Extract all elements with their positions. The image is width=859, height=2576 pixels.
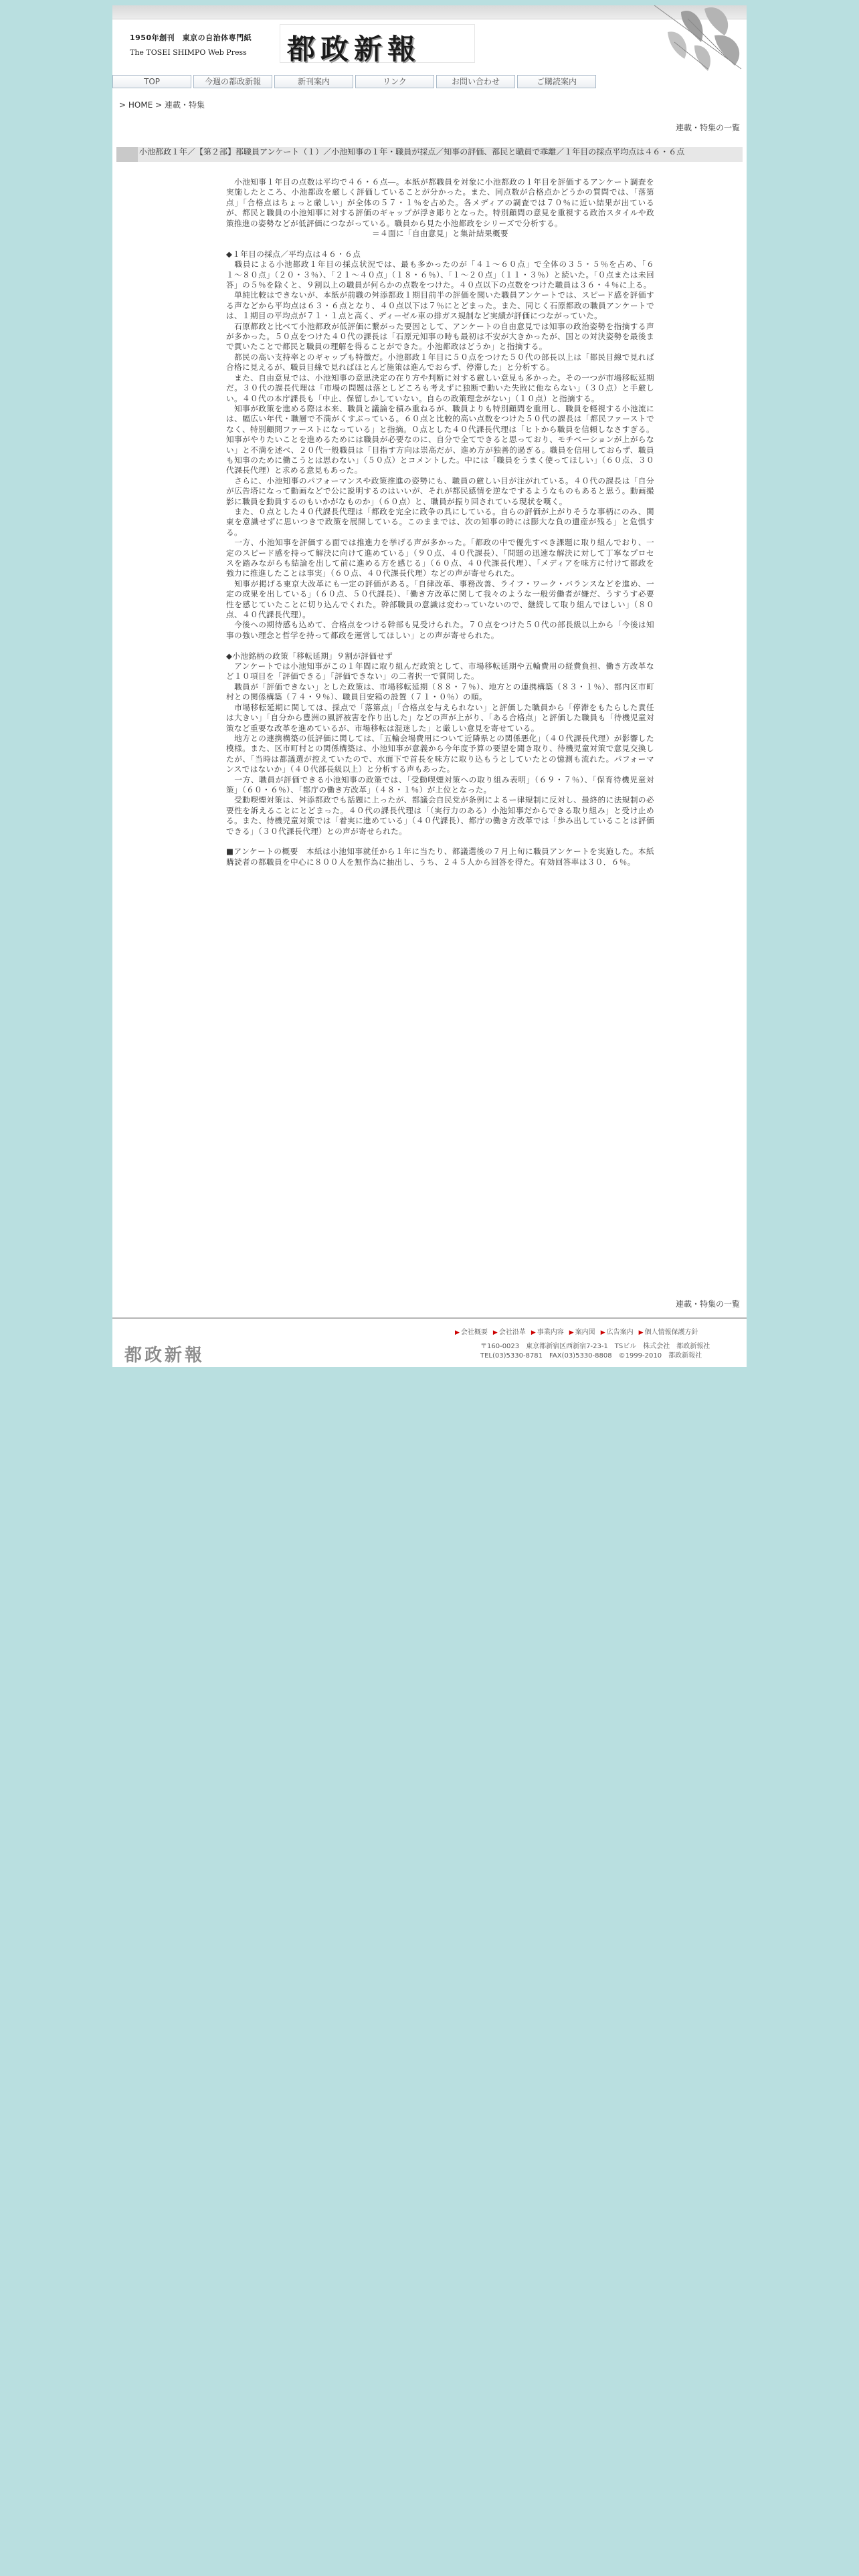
article-paragraph: 一方、職員が評価できる小池知事の政策では、「受動喫煙対策への取り組み表明」（６９・７％）、「保育待機児童対策」（６０・６％）、「都庁の働き方改革」（４８・１％）が上位となった。 (226, 774, 654, 794)
article-paragraph: 単純比較はできないが、本紙が前職の舛添都政１期目前半の評価を聞いた職員アンケートでは、スピード感を評価する声などから平均点は６３・６点となり、４０点以下は７％にとどまった。また、同じく石原都政の職員アンケートでは、１期目の平均点が７１・１点と高く、ディーゼル車の排ガス規制など実績が評価につながっていた。 (226, 290, 654, 321)
footer-link-label: 会社概要 (460, 1329, 488, 1336)
breadcrumb-home-link[interactable]: HOME (128, 100, 153, 110)
series-list-link-bottom[interactable]: 連載・特集の一覧 (675, 1299, 740, 1309)
footer-link-business[interactable] (531, 1326, 564, 1336)
footer-link-label: 個人情報保護方針 (644, 1329, 698, 1336)
footer-copyright-line: TEL(03)5330-8781 FAX(03)5330-8808 ©1999-2010 都政新報社 (480, 1352, 702, 1360)
nav-links[interactable]: リンク (355, 75, 434, 88)
header-since-text: 1950年創刊 東京の自治体専門紙 (130, 33, 252, 42)
triangle-bullet-icon: ▶ (569, 1329, 574, 1336)
footer-links (455, 1326, 747, 1336)
article-paragraph: 受動喫煙対策は、舛添都政でも話題に上ったが、都議会自民党が条例によるー律規制に反対し、最終的に法規制の必要性を訴えることにとどまった。４０代の課長代理は「（実行力のある）小池知事だからできる取り組み」と受け止める。また、待機児童対策では「着実に進めている」（４０代課長）、都庁の働き方改革では「歩み出していることは評価できる」（３０代課長代理）との声が寄せられた。 (226, 795, 654, 836)
article-paragraph: 知事が政策を進める際は本来、職員と議論を積み重ねるが、職員よりも特別顧問を重用し、職員を軽視する小池流には、幅広い年代・職層で不満がくすぶっている。６０点と比較的高い点数をつけた５０代の課長は「都民ファーストでなく、特別顧問ファーストになっている」と指摘。０点とした４０代課長代理は「ヒトから職員を信頼しなさすぎる。知事がやりたいことを進めるためには職員が必要なのに、自分で全てできると思っており、モチベーションが上がらない」と不満を述べ、２０代一般職員は「目指す方向は崇高だが、進め方が独善的過ぎる。職員を信用しておらず、職員も知事のために働こうとは思わない」（５０点）とコメントした。中には「職員をうまく使ってほしい」（６０点、３０代課長代理）と求める意見もあった。 (226, 403, 654, 475)
footer-link-label: 案内図 (575, 1329, 595, 1336)
paragraph-spacer (226, 641, 654, 651)
site-logo-text: 都政新報 (287, 33, 421, 66)
site-header (112, 5, 747, 72)
paragraph-spacer (226, 837, 654, 847)
triangle-bullet-icon: ▶ (455, 1329, 460, 1336)
series-list-link-top[interactable]: 連載・特集の一覧 (675, 123, 740, 132)
footer-logo: 都政新報 (124, 1346, 205, 1366)
leaf-decoration-icon (641, 5, 747, 72)
triangle-bullet-icon: ▶ (638, 1329, 644, 1336)
footer-address-line: 〒160-0023 東京都新宿区西新宿7-23-1 TSビル 株式会社 都政新報社 (480, 1343, 710, 1350)
site-logo[interactable] (280, 24, 475, 66)
breadcrumb (119, 99, 205, 110)
article-paragraph: 知事が掲げる東京大改革にも一定の評価がある。「自律改革、事務改善、ライフ・ワーク・バランスなどを進め、一定の成果を出している」（６０点、５０代課長）、「働き方改革に関して我々のような一般労働者が嫌だ、うすうす必要性を感じていたことに切り込んでくれた。幹部職員の意識は変わっていないので、継続して取り組んでほしい」（８０点、４０代課長代理）。 (226, 578, 654, 620)
breadcrumb-current: 連載・特集 (164, 100, 205, 110)
footer-link-label: 会社沿革 (498, 1329, 526, 1336)
article-paragraph: また、０点とした４０代課長代理は「都政を完全に政争の具にしている。自らの評価が上がりそうな事柄にのみ、関東を意識せずに思いつきで政策を展開している。このままでは、次の知事の時には膨大な負の遺産が残る」と危惧する。 (226, 506, 654, 537)
footer-address (480, 1342, 710, 1361)
triangle-bullet-icon: ▶ (531, 1329, 536, 1336)
nav-new-books[interactable]: 新刊案内 (274, 75, 353, 88)
breadcrumb-separator: > (153, 100, 165, 110)
article-paragraph: さらに、小池知事のパフォーマンスや政策推進の姿勢にも、職員の厳しい目が注がれている。４０代の課長は「自分が広告塔になって動画などで公に説明するのはいいが、それが都民感情を逆なでするようなものもあると思う。動画撮影に職員を動員するのもいかがなものか」（６０点）と、職員が振り回されている現状を嘆く。 (226, 475, 654, 506)
article-body (226, 177, 654, 867)
nav-this-week[interactable]: 今週の都政新報 (193, 75, 272, 88)
article-paragraph: 小池知事１年目の点数は平均で４６・６点―。本紙が都職員を対象に小池都政の１年目を評価するアンケート調査を実施したところ、小池都政を厳しく評価していることが分かった。また、同点数が合格点かどうかの質問では、「落第点」「合格点はちょっと厳しい」が全体の５７・１％を占めた。各メディアの調査では７０％に近い結果が出ているが、都民と職員の小池知事に対する評価のギャップが浮き彫りとなった。特別顧問の意見を重視する政治スタイルや政策推進の姿勢などが低評価につながっている。職員から見た小池都政をシリーズで分析する。 (226, 177, 654, 228)
nav-top[interactable]: TOP (112, 75, 191, 88)
paragraph-spacer (226, 239, 654, 249)
footer-link-history[interactable] (493, 1326, 526, 1336)
main-navigation (112, 75, 747, 91)
header-web-press: The TOSEI SHIMPO Web Press (130, 48, 247, 57)
footer-link-privacy[interactable] (639, 1326, 698, 1336)
article-paragraph: 職員による小池都政１年目の採点状況では、最も多かったのが「４１〜６０点」で全体の３５・５％を占め、「６１〜８０点」（２０・３％）、「２１〜４０点」（１８・６％）、「１〜２０点」（１１・３％）と続いた。「０点または未回答」の５％を除くと、９割以上の職員が何らかの点数をつけた。４０点以下の点数をつけた職員は３６・４％に上る。 (226, 259, 654, 290)
footer-link-label: 広告案内 (606, 1329, 634, 1336)
article-paragraph: 地方との連携構築の低評価に関しては、「五輪会場費用について近隣県との関係悪化」（４０代課長代理）が影響した模様。また、区市町村との関係構築は、小池知事が意義から今年度予算の要望を聞き取り、待機児童対策で意見交換したが、「当時は都議選が控えていたので、水面下で首長を味方に取り込もうとしていたとの憶測も流れた。パフォーマンスではないか」（４０代部長級以上）と分析する声もあった。 (226, 733, 654, 774)
title-bar-marker (116, 147, 138, 162)
triangle-bullet-icon: ▶ (600, 1329, 605, 1336)
article-paragraph: 市場移転延期に関しては、採点で「落第点」「合格点を与えられない」と評価した職員から「停滞をもたらした責任は大きい」「自分から豊洲の風評被害を作り出した」などの声が上がり、「ある合格点」と評価した職員も「待機児童対策など重要な改革を進めているが、市場移転は混迷した」と厳しい意見を寄せている。 (226, 702, 654, 733)
survey-summary: ■アンケートの概要 本紙は小池知事就任から１年に当たり、都議選後の７月上旬に職員アンケートを実施した。本紙購読者の都職員を中心に８００人を無作為に抽出し、うち、２４５人から回答を得た。有効回答率は３０．６％。 (226, 847, 654, 867)
article-subheading: ◆１年目の採点／平均点は４６・６点 (226, 249, 361, 259)
article-paragraph: ＝４面に「自由意見」と集計結果概要 (372, 229, 508, 239)
footer-link-advertising[interactable] (601, 1326, 634, 1336)
footer-link-company[interactable] (455, 1326, 488, 1336)
nav-subscription[interactable]: ご購読案内 (517, 75, 596, 88)
footer-link-map[interactable] (569, 1326, 595, 1336)
article-paragraph: 石原都政と比べて小池都政が低評価に繋がった要因として、アンケートの自由意見では知事の政治姿勢を指摘する声が多かった。５０点をつけた４０代の課長は「石原元知事の時も最初は不安が大きかったが、国との対決姿勢を最後まで貫いたことで都民と職員の理解を得ることができた。小池都政はどうか」と指摘する。 (226, 321, 654, 352)
article-paragraph: 今後への期待感も込めて、合格点をつける幹部も見受けられた。７０点をつけた５０代の部長級以上から「今後は知事の強い理念と哲学を持って都政を運営してほしい」との声が寄せられた。 (226, 620, 654, 640)
article-paragraph: 一方、小池知事を評価する面では推進力を挙げる声が多かった。「都政の中で優先すべき課題に取り組んでおり、一定のスピード感を持って解決に向けて進めている」（９０点、４０代課長）、「問題の迅速な解決に対して丁寧なプロセスを踏みながらも結論を出して前に進める方を感じる」（６０点、４０代課長代理）、「メディアを味方に付けて都政を強力に推進したことは事実」（６０点、４０代課長代理）などの声が寄せられた。 (226, 538, 655, 578)
page-container (112, 5, 747, 1367)
article-subheading: ◆小池銘柄の政策「移転延期」９割が評価せず (226, 651, 393, 661)
article-paragraph: 職員が「評価できない」とした政策は、市場移転延期（８８・７％）、地方との連携構築（８３・１％）、都内区市町村との関係構築（７４・９％）、職員目安箱の設置（７１・０％）の順。 (226, 681, 654, 702)
footer-link-label: 事業内容 (537, 1329, 564, 1336)
article-title: 小池都政１年／【第２部】都職員アンケート（１）／小池知事の１年・職員が採点／知事の評価、都民と職員で乖離／１年目の採点平均点は４６・６点 (139, 147, 685, 156)
breadcrumb-prefix: > (119, 100, 128, 110)
triangle-bullet-icon: ▶ (492, 1329, 498, 1336)
article-paragraph: また、自由意見では、小池知事の意思決定の在り方や判断に対する厳しい意見も多かった。その一つが市場移転延期だ。３０代の課長代理は「市場の問題は落としどころも考えずに独断で動いた失敗に他ならない」（３０点）と手厳しい。４０代の本庁課長も「中止、保留しかしていない。自らの政策理念がない」（１０点）と指摘する。 (226, 372, 654, 403)
article-paragraph: アンケートでは小池知事がこの１年間に取り組んだ政策として、市場移転延期や五輪費用の経費負担、働き方改革など１０項目を「評価できる」「評価できない」の二者択一で質問した。 (226, 661, 654, 681)
article-paragraph: 都民の高い支持率とのギャップも特徴だ。小池都政１年目に５０点をつけた５０代の部長以上は「都民目線で見れば合格に見えるが、職員目線で見ればほとんど施策は進んでおらず、停滞した」と分析する。 (226, 352, 654, 372)
nav-contact[interactable]: お問い合わせ (436, 75, 515, 88)
footer-divider (112, 1317, 747, 1319)
